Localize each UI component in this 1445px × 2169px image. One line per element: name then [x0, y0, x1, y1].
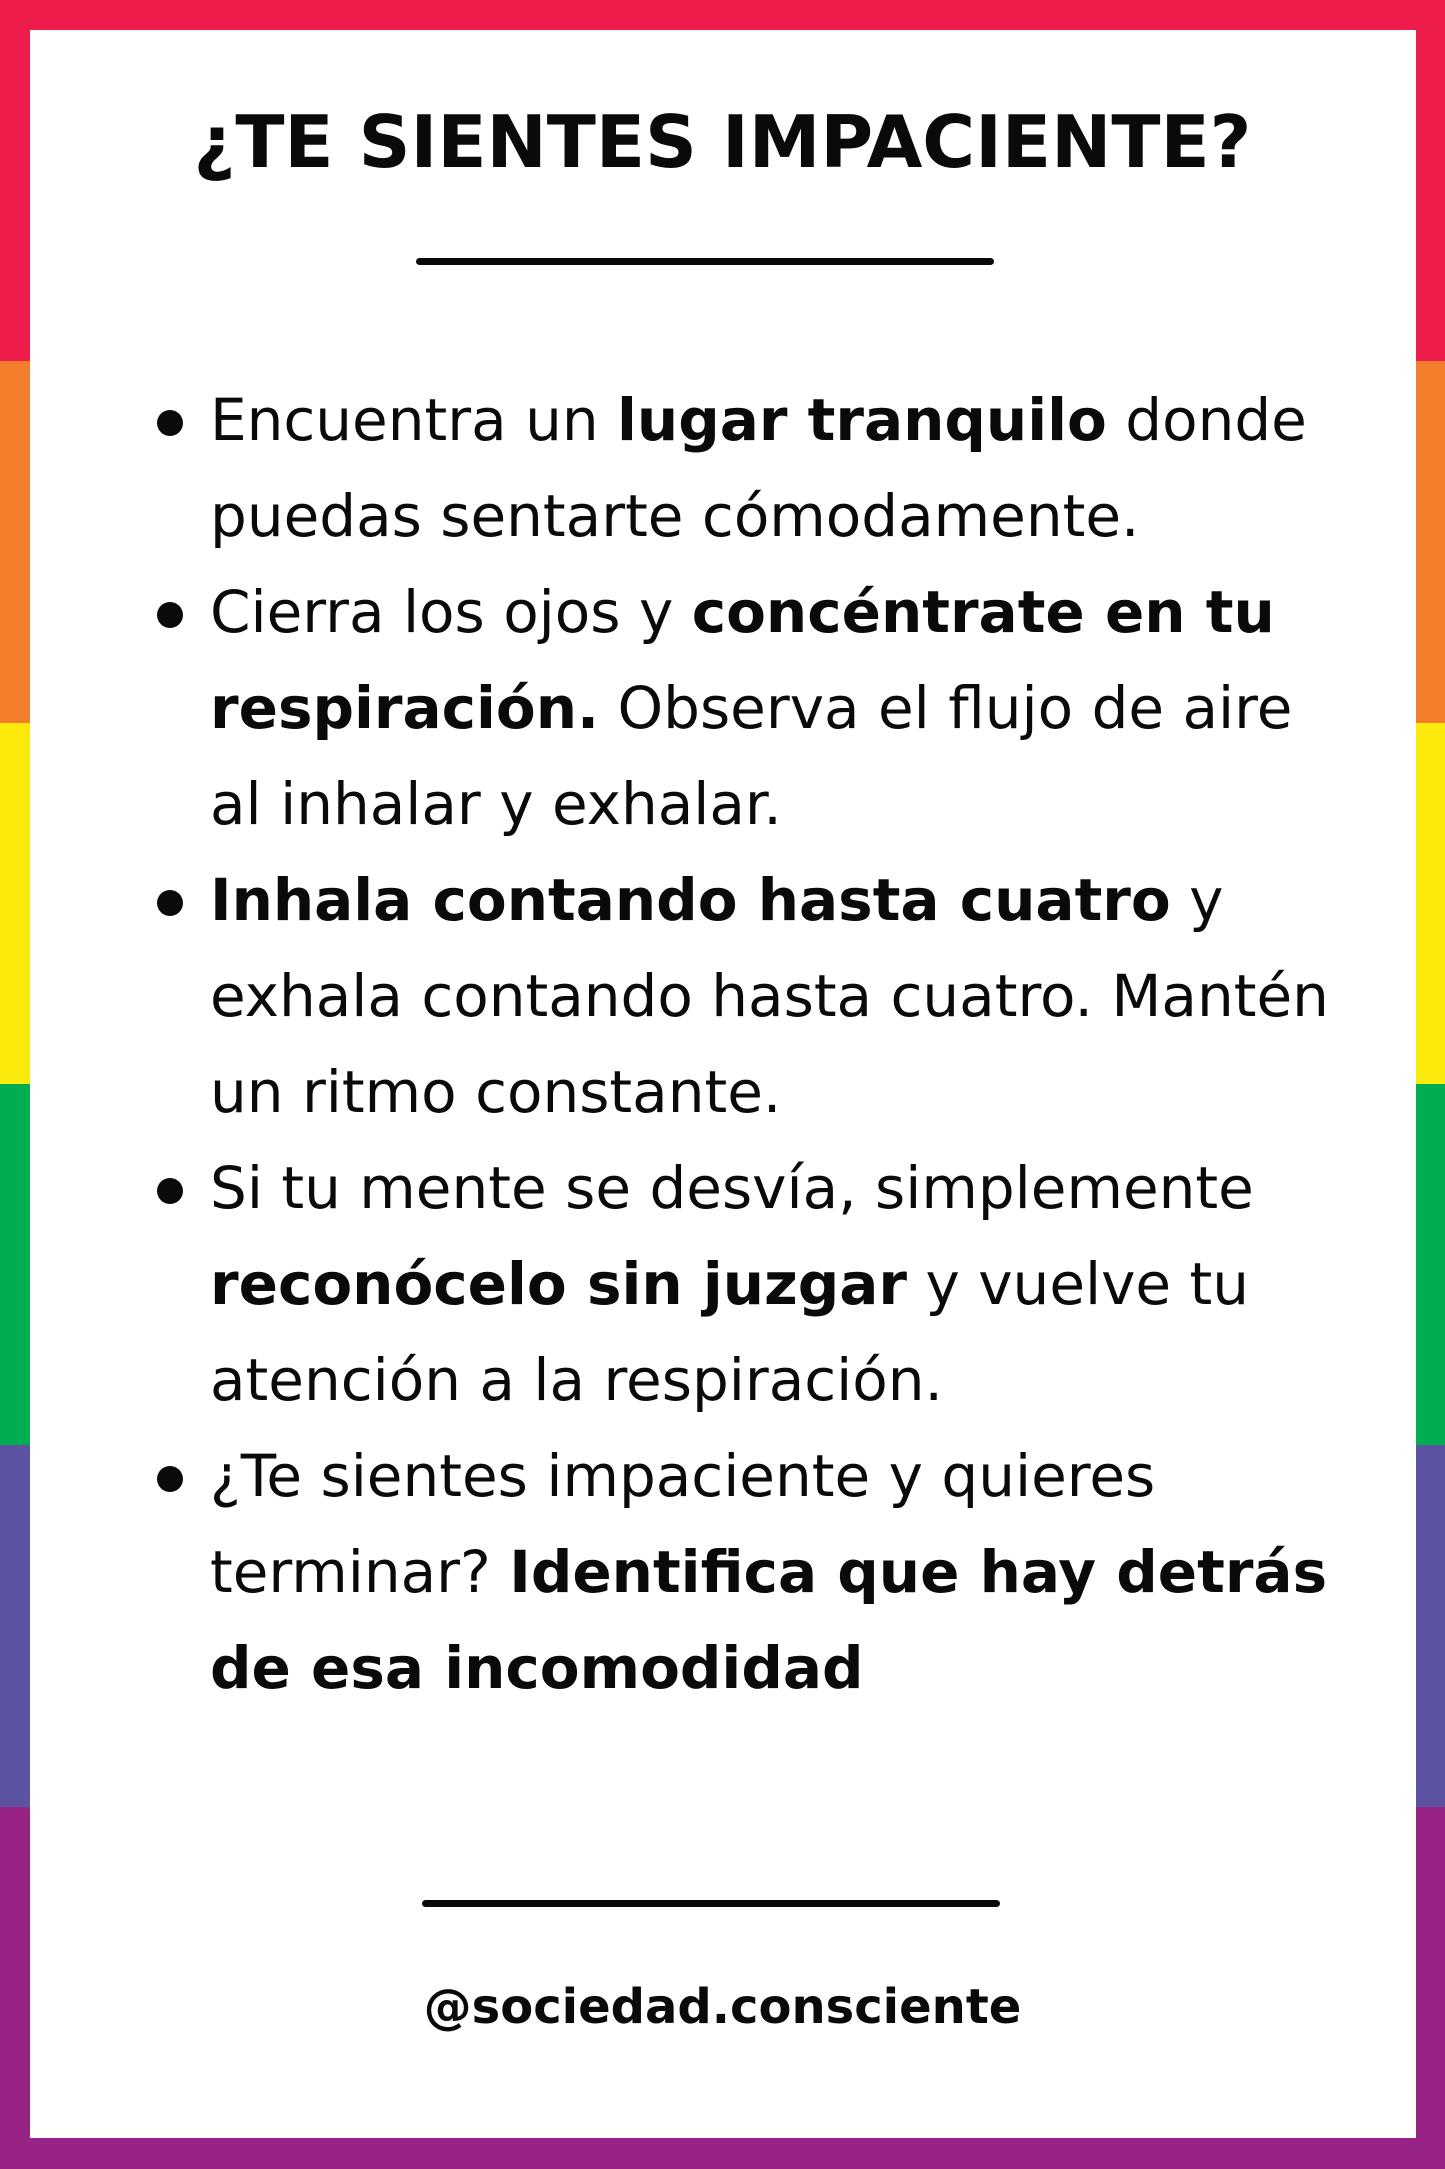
emphasis-text: Inhala contando hasta cuatro — [210, 866, 1171, 934]
body-text: donde puedas sentarte cómodamente. — [210, 386, 1307, 550]
body-text: Si tu mente se desvía, simplemente — [210, 1154, 1254, 1222]
bullet-dot-icon — [157, 602, 183, 628]
bullet-dot-icon — [157, 1178, 183, 1204]
body-text: Observa el flujo de aire al inhalar y exhalar. — [210, 674, 1293, 838]
body-text: Cierra los ojos y — [210, 578, 692, 646]
body-text: y vuelve tu atención a la respiración. — [210, 1250, 1250, 1414]
body-text: ¿Te sientes impaciente y quieres terminar? — [210, 1442, 1156, 1606]
emphasis-text: lugar tranquilo — [617, 386, 1107, 454]
list-item — [0, 372, 1360, 564]
list-item — [0, 1140, 1360, 1428]
bottom-divider — [422, 1900, 1000, 1907]
emphasis-text: reconócelo sin juzgar — [210, 1250, 908, 1318]
list-item — [0, 1428, 1360, 1716]
list-item — [0, 564, 1360, 852]
bullet-dot-icon — [157, 410, 183, 436]
bullet-dot-icon — [157, 1466, 183, 1492]
social-handle: @sociedad.consciente — [423, 1979, 1022, 2035]
top-divider — [416, 258, 994, 265]
list-item — [0, 852, 1360, 1140]
body-text: Encuentra un — [210, 386, 618, 454]
emphasis-text: concéntrate en tu respiración. — [210, 578, 1275, 742]
emphasis-text: Identifica que hay detrás de esa incomodidad — [210, 1538, 1328, 1702]
tips-list — [0, 372, 1445, 1716]
body-text: y exhala contando hasta cuatro. Mantén un ritmo constante. — [210, 866, 1329, 1126]
bullet-dot-icon — [157, 890, 183, 916]
page-title: ¿TE SIENTES IMPACIENTE? — [193, 100, 1252, 184]
